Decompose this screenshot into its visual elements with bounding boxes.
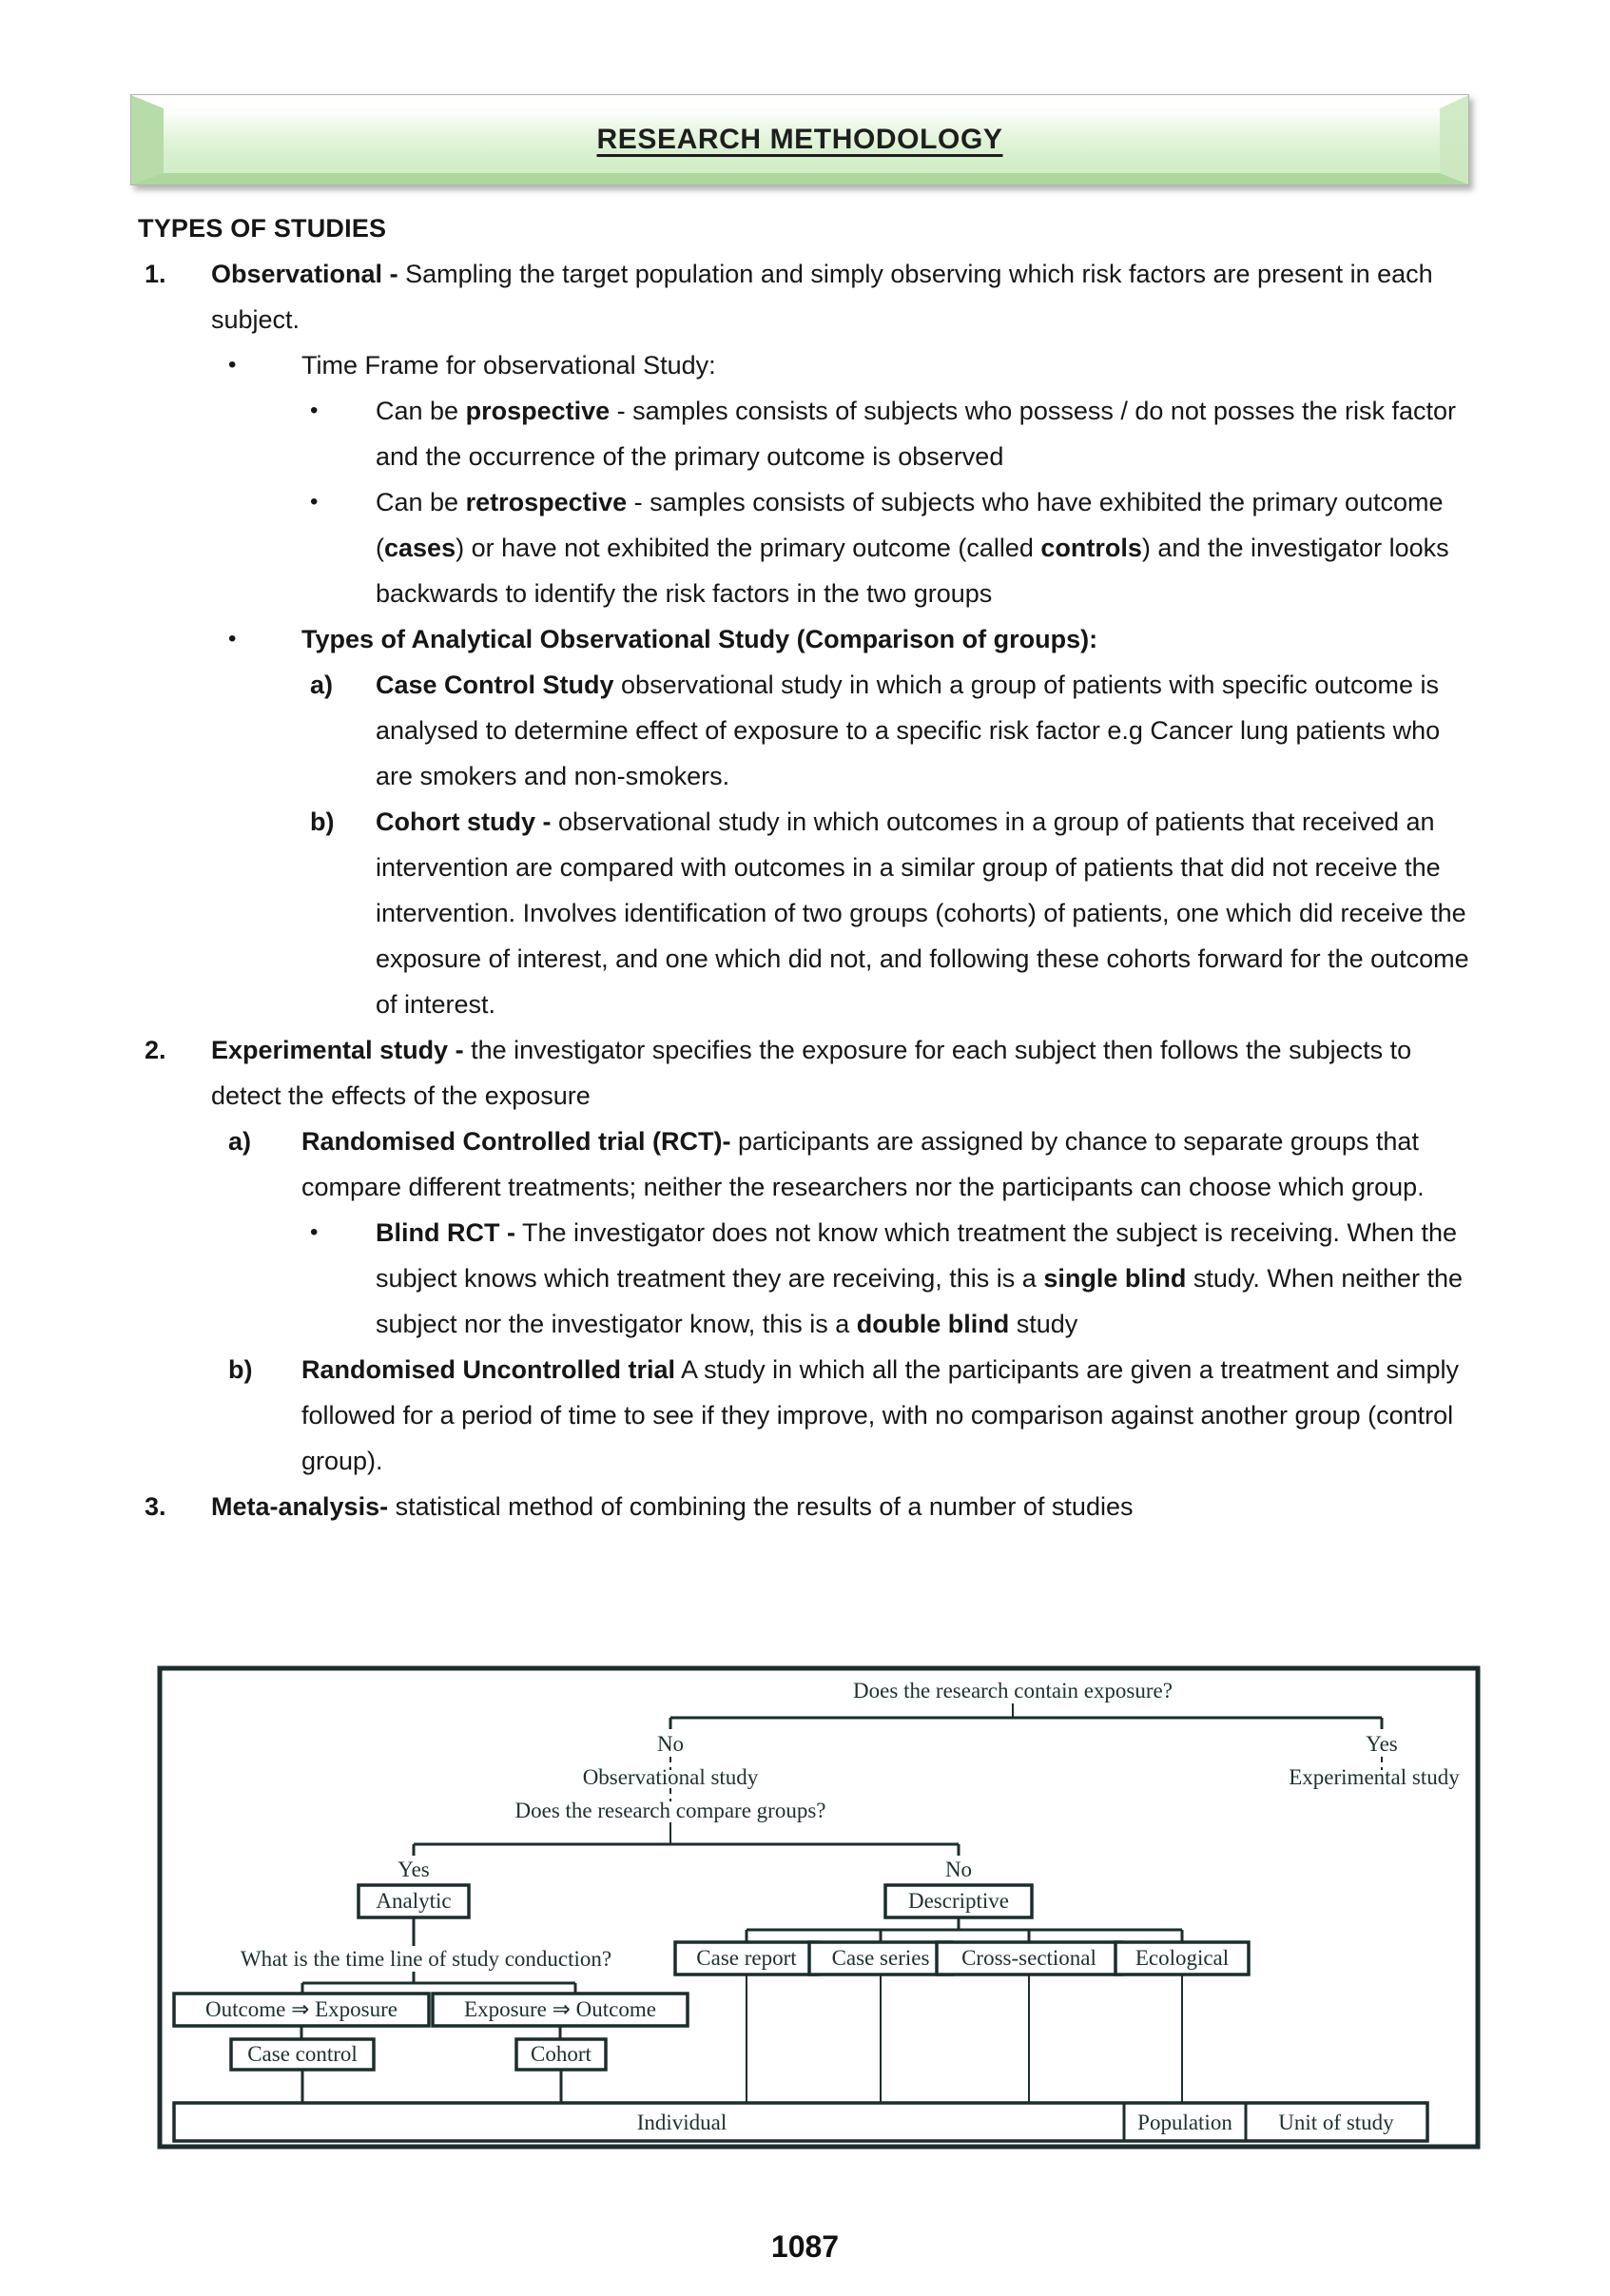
list-item-text: Case Control Study observational study in which a group of patients with specific outcome is analysed to determine effect of exposure to a specific risk factor e.g Cancer lung patients who are smokers and non-smokers. xyxy=(376,671,1441,790)
flow-box-cross-sectional-label: Cross-sectional xyxy=(961,1946,1096,1970)
list-item-text: Experimental study - the investigator specifies the exposure for each subject then follows the subjects to detect the effects of the exposure xyxy=(211,1036,1412,1110)
list-item xyxy=(138,342,1474,388)
page-number: 1087 xyxy=(770,2229,840,2264)
flow-unit-row xyxy=(174,2103,1427,2141)
flow-label-no: No xyxy=(656,1732,685,1756)
list-item-text: Blind RCT - The investigator does not know which treatment the subject is receiving. When the subject knows which treatment they are receiving, this is a single blind study. When neither the subject nor the investigator know, this is a double blind study xyxy=(376,1218,1464,1338)
flow-label-observational-study: Observational study xyxy=(582,1765,759,1789)
list-marker: 1. xyxy=(145,260,166,288)
flow-cell-individual: Individual xyxy=(636,2111,727,2134)
list-item-text: Time Frame for observational Study: xyxy=(301,351,716,379)
list-item xyxy=(138,251,1474,342)
list-item-text: Can be retrospective - samples consists of subjects who have exhibited the primary outcome (cases) or have not exhibited the primary outcome (called controls) and the investigator looks backwards to identify the risk factors in the two groups xyxy=(376,488,1449,608)
flow-unit-row-border xyxy=(174,2103,1427,2141)
list-item-text: Randomised Uncontrolled trial A study in which all the participants are given a treatment and simply followed for a period of time to see if they improve, with no comparison against another group (control group). xyxy=(301,1355,1459,1475)
flow-box-outcome-exposure-label: Outcome ⇒ Exposure xyxy=(205,1997,398,2021)
flow-box-exposure-outcome-label: Exposure ⇒ Outcome xyxy=(464,1997,656,2021)
list-marker: b) xyxy=(228,1355,253,1384)
list-marker: a) xyxy=(228,1127,252,1156)
bullet-icon: • xyxy=(310,398,319,423)
list-item xyxy=(138,1027,1474,1119)
flow-box-case-report-label: Case report xyxy=(696,1946,797,1970)
page-title: RESEARCH METHODOLOGY xyxy=(596,124,1003,155)
flow-question-timeline: What is the time line of study conduction? xyxy=(240,1947,612,1971)
section-heading: TYPES OF STUDIES xyxy=(138,214,387,243)
flow-box-case-series-label: Case series xyxy=(831,1946,930,1970)
list-item-text: Observational - Sampling the target population and simply observing which risk factors are present in each subject. xyxy=(211,260,1433,334)
document-body xyxy=(138,205,1474,1529)
list-item xyxy=(138,388,1474,479)
flow-box-cohort-label: Cohort xyxy=(531,2042,592,2066)
list-item xyxy=(138,1347,1474,1484)
flow-question-exposure: Does the research contain exposure? xyxy=(853,1679,1173,1703)
list-item xyxy=(138,1484,1474,1529)
page-header-banner xyxy=(130,94,1469,185)
list-item-text: Randomised Controlled trial (RCT)- participants are assigned by chance to separate groups that compare different treatments; neither the researchers nor the participants can choose which group. xyxy=(301,1127,1425,1201)
bullet-icon: • xyxy=(228,352,237,378)
list-item-text: Can be prospective - samples consists of subjects who possess / do not posses the risk factor and the occurrence of the primary outcome is observed xyxy=(376,397,1457,471)
list-item-text: Meta-analysis- statistical method of combining the results of a number of studies xyxy=(211,1492,1134,1521)
list-item-text: Cohort study - observational study in which outcomes in a group of patients that received an intervention are compared with outcomes in a similar group of patients that did not receive the intervention. Involves identification of two groups (cohorts) of patients, one which did receive the exposure of interest, and one which did not, and following these cohorts forward for the outcome of interest. xyxy=(376,807,1469,1019)
flow-cell-population: Population xyxy=(1137,2111,1232,2134)
list-item-text: Types of Analytical Observational Study (Comparison of groups): xyxy=(301,625,1098,653)
list-item xyxy=(138,662,1474,799)
flow-box-ecological-label: Ecological xyxy=(1135,1946,1230,1970)
bullet-icon: • xyxy=(228,626,237,652)
flow-question-compare-groups: Does the research compare groups? xyxy=(514,1799,826,1822)
list-marker: 3. xyxy=(145,1492,166,1521)
flow-label-yes-compare: Yes xyxy=(398,1858,430,1881)
list-item xyxy=(138,1119,1474,1210)
list-marker: a) xyxy=(310,671,334,699)
list-marker: b) xyxy=(310,807,335,836)
list-item xyxy=(138,479,1474,616)
flow-box-case-control-label: Case control xyxy=(247,2042,358,2066)
flow-box-analytic-label: Analytic xyxy=(376,1889,452,1913)
bullet-icon: • xyxy=(310,1219,319,1245)
flow-cell-unit-of-study: Unit of study xyxy=(1278,2111,1394,2134)
study-types-flowchart xyxy=(157,1665,1481,2154)
flow-label-yes: Yes xyxy=(1366,1732,1398,1756)
flow-label-experimental-study: Experimental study xyxy=(1289,1765,1460,1789)
flow-label-no-compare: No xyxy=(944,1858,973,1881)
list-item xyxy=(138,616,1474,662)
flow-box-descriptive-label: Descriptive xyxy=(907,1889,1010,1913)
list-item xyxy=(138,1210,1474,1347)
list-item xyxy=(138,799,1474,1027)
bullet-icon: • xyxy=(310,489,319,515)
list-marker: 2. xyxy=(145,1036,166,1064)
